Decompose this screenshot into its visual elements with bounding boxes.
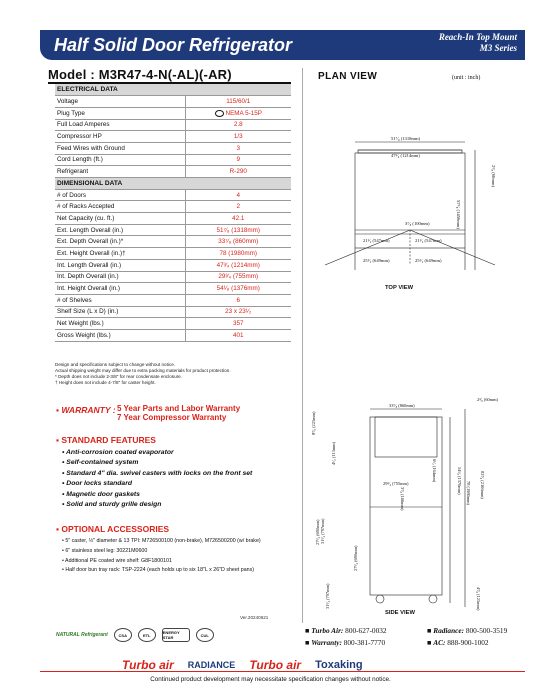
natural-refrigerant-logo: NATURAL Refrigerant bbox=[56, 631, 108, 638]
caster bbox=[376, 595, 384, 603]
spec-label: Gross Weight (lbs.) bbox=[55, 329, 185, 341]
spec-value bbox=[185, 119, 291, 131]
dim-label: 8⁷⁄₈ (225mm) bbox=[311, 411, 316, 435]
dim-label: 3⁷⁄₈ (100mm) bbox=[400, 487, 405, 511]
contact-phone: 800-381-7770 bbox=[343, 638, 386, 647]
spec-table bbox=[55, 84, 291, 342]
list-item: • 6" stainless steel leg: 30221M0600 bbox=[62, 547, 148, 554]
feature-text: Anti-corrosion coated evaporator bbox=[66, 449, 174, 456]
table-row bbox=[55, 154, 291, 166]
section-title: DIMENSIONAL DATA bbox=[55, 178, 291, 190]
version-label: Ver.20240621 bbox=[240, 615, 269, 620]
subtitle-line2: M3 Series bbox=[479, 43, 517, 53]
feature-text: Standard 4" dia. swivel casters with locks on the front set bbox=[66, 469, 253, 477]
list-item: • Solid and sturdy grille design bbox=[62, 501, 162, 509]
dim-label: 21¹⁄₂ (547mm) bbox=[415, 238, 442, 243]
spec-value-text: 4 bbox=[236, 191, 240, 199]
spec-value-text: 9 bbox=[236, 156, 240, 164]
product-title: Half Solid Door Refrigerator bbox=[54, 35, 293, 55]
dim-label: 25¹⁄₂ (649mm) bbox=[363, 258, 390, 263]
feature-text: Self-contained system bbox=[66, 459, 139, 467]
spec-label: Feed Wires with Ground bbox=[55, 142, 185, 154]
table-row bbox=[55, 107, 291, 119]
spec-label: Cord Length (ft.) bbox=[55, 154, 185, 166]
dim-label: 51⁷⁄₈ (1318mm) bbox=[391, 136, 421, 141]
list-item: • Magnetic door gaskets bbox=[62, 490, 140, 498]
spec-value bbox=[185, 96, 291, 108]
standard-features-heading-text: STANDARD FEATURES bbox=[61, 435, 156, 445]
contact-turbo-air: ■ Turbo Air: 800-627-0032 bbox=[305, 626, 387, 635]
list-item: • Door locks standard bbox=[62, 480, 132, 488]
spec-label: Refrigerant bbox=[55, 166, 185, 178]
spec-value bbox=[185, 248, 291, 260]
list-item: • Anti-corrosion coated evaporator bbox=[62, 449, 174, 456]
list-item: • Self-contained system bbox=[62, 459, 139, 467]
certification-logos bbox=[56, 628, 214, 642]
contact-name: Warranty: bbox=[311, 638, 342, 647]
dim-label: 31¹⁄₄ (797mm) bbox=[320, 518, 325, 544]
section-title: ELECTRICAL DATA bbox=[55, 84, 291, 96]
dim-label: 31¹⁄₄ (797mm) bbox=[325, 583, 330, 609]
list-item: • Standard 4" dia. swivel casters with locks on the front set bbox=[62, 469, 253, 477]
dim-label: 2³⁄₈ (60mm) bbox=[477, 397, 499, 402]
contact-name: Turbo Air: bbox=[311, 626, 344, 635]
warranty-values bbox=[117, 404, 240, 422]
table-row bbox=[55, 213, 291, 225]
contact-name: Radiance: bbox=[433, 626, 465, 635]
contact-radiance: ■ Radiance: 800-500-3519 bbox=[427, 626, 508, 635]
top-view-drawing bbox=[305, 80, 535, 280]
top-view-caption: TOP VIEW bbox=[385, 285, 414, 291]
table-row bbox=[55, 119, 291, 131]
spec-value-text: 33⁷⁄₈ (860mm) bbox=[218, 238, 259, 246]
spec-value-text: 6 bbox=[236, 296, 240, 304]
dim-label: 2³⁄₈ (60mm) bbox=[491, 165, 496, 187]
spec-value bbox=[185, 154, 291, 166]
contact-warranty: ■ Warranty: 800-381-7770 bbox=[305, 638, 386, 647]
column-divider bbox=[302, 68, 303, 623]
dim-label: 4⁷⁄₈ (125mm) bbox=[476, 587, 481, 611]
note: * Depth does not include 2-3/8" for rear condensate enclosure. bbox=[55, 374, 183, 379]
standard-features-list bbox=[62, 448, 252, 510]
compressor-top bbox=[375, 417, 437, 457]
optional-accessories-heading-text: OPTIONAL ACCESSORIES bbox=[61, 524, 170, 534]
table-row bbox=[55, 283, 291, 295]
table-row bbox=[55, 294, 291, 306]
dim-label: 21¹⁄₂ (547mm) bbox=[363, 238, 390, 243]
spec-section-header bbox=[55, 84, 291, 96]
table-row bbox=[55, 201, 291, 213]
warranty-label-text: WARRANTY : bbox=[61, 405, 116, 415]
dim-label: 33⁷⁄₈ (860mm) bbox=[389, 403, 415, 408]
cert-logo: CUL bbox=[196, 628, 214, 642]
spec-label: Net Weight (lbs.) bbox=[55, 318, 185, 330]
spec-value bbox=[185, 201, 291, 213]
table-row bbox=[55, 224, 291, 236]
optional-accessories-heading: ▪ OPTIONAL ACCESSORIES bbox=[56, 524, 170, 534]
side-view-caption: SIDE VIEW bbox=[385, 610, 415, 616]
dim-label: 78 (1980mm) bbox=[466, 481, 471, 506]
table-row bbox=[55, 189, 291, 201]
spec-value-text: 401 bbox=[232, 331, 244, 339]
table-row bbox=[55, 131, 291, 143]
table-row bbox=[55, 236, 291, 248]
spec-label: Int. Depth Overall (in.) bbox=[55, 271, 185, 283]
dim-label: 57³⁄₈ (1456mm) bbox=[456, 200, 461, 229]
spec-value bbox=[185, 259, 291, 271]
feature-text: Door locks standard bbox=[66, 480, 132, 488]
table-row bbox=[55, 166, 291, 178]
spec-value-text: 3 bbox=[236, 144, 240, 152]
dim-label: 6¹⁄₂ (164mm) bbox=[432, 459, 437, 483]
table-row bbox=[55, 248, 291, 260]
table-row bbox=[55, 259, 291, 271]
dim-label: 29³⁄₄ (755mm) bbox=[383, 481, 409, 486]
dim-label: 4¹⁄₂ (113mm) bbox=[331, 441, 336, 465]
table-row bbox=[55, 306, 291, 318]
contact-phone: 800-500-3519 bbox=[465, 626, 508, 635]
unit-label: (unit : inch) bbox=[452, 75, 481, 81]
subtitle-line1: Reach-In Top Mount bbox=[438, 32, 517, 42]
model-number: Model : M3R47-4-N(-AL)(-AR) bbox=[48, 67, 232, 82]
spec-value-text: 1/3 bbox=[233, 133, 243, 141]
table-row bbox=[55, 142, 291, 154]
spec-value bbox=[185, 329, 291, 341]
standard-features-heading: ▪ STANDARD FEATURES bbox=[56, 435, 156, 445]
feature-text: Magnetic door gaskets bbox=[66, 490, 140, 498]
spec-label: # of Shelves bbox=[55, 294, 185, 306]
spec-label: Ext. Depth Overall (in.)* bbox=[55, 236, 185, 248]
spec-label: Ext. Length Overall (in.) bbox=[55, 224, 185, 236]
spec-label: Net Capacity (cu. ft.) bbox=[55, 213, 185, 225]
list-item: • Additional PE coated wire shelf: G8F1800101 bbox=[62, 557, 172, 564]
spec-value bbox=[185, 131, 291, 143]
spec-label: Full Load Amperes bbox=[55, 119, 185, 131]
spec-label: Ext. Height Overall (in.)† bbox=[55, 248, 185, 260]
brand-logo: Turbo air bbox=[122, 658, 174, 672]
cert-logo: CSA bbox=[114, 628, 132, 642]
contact-phone: 888-900-1002 bbox=[447, 638, 489, 647]
contact-ac: ■ AC: 888-900-1002 bbox=[427, 638, 489, 647]
spec-value bbox=[185, 213, 291, 225]
table-row bbox=[55, 318, 291, 330]
spec-value bbox=[185, 318, 291, 330]
spec-label: Int. Length Overall (in.) bbox=[55, 259, 185, 271]
side-view-drawing bbox=[305, 395, 535, 635]
note: Design and specifications subject to change without notice. bbox=[55, 362, 176, 367]
warranty-label: ▪ WARRANTY : bbox=[56, 405, 116, 415]
title-banner bbox=[40, 30, 525, 60]
dim-label: 54¹⁄₈ (1376mm) bbox=[457, 467, 462, 495]
plug-icon bbox=[215, 110, 224, 117]
spec-value bbox=[185, 224, 291, 236]
spec-value bbox=[185, 306, 291, 318]
warranty-line: 5 Year Parts and Labor Warranty bbox=[117, 404, 241, 413]
list-item: • Half door bun tray rack: TSP-2224 (each holds up to six 18"L x 26"D sheet pans) bbox=[62, 567, 254, 574]
table-row bbox=[55, 329, 291, 341]
spec-notes bbox=[55, 362, 231, 386]
dim-label: 3⁷⁄₈ (100mm) bbox=[405, 221, 430, 226]
brand-logos bbox=[122, 658, 363, 672]
dim-label: 25¹⁄₂ (649mm) bbox=[415, 258, 442, 263]
footer-disclaimer: Continued product development may necessitate specification changes without notice. bbox=[150, 676, 391, 683]
spec-value-text: 23 x 23¹⁄₂ bbox=[225, 308, 252, 316]
spec-label: Shelf Size (L x D) (in.) bbox=[55, 306, 185, 318]
spec-value bbox=[185, 107, 291, 119]
table-row bbox=[55, 96, 291, 108]
contact-info bbox=[305, 625, 530, 649]
spec-value-text: 78 (1980mm) bbox=[219, 249, 257, 257]
spec-value bbox=[185, 166, 291, 178]
brand-logo: RADIANCE bbox=[187, 660, 236, 670]
brand-logo: Toxaking bbox=[315, 659, 363, 671]
dim-label: 82⁷⁄₈ (2106mm) bbox=[480, 471, 485, 499]
series-subtitle bbox=[439, 32, 517, 54]
spec-value-text: 51⁷⁄₈ (1318mm) bbox=[216, 226, 260, 234]
feature-text: Solid and sturdy grille design bbox=[66, 501, 162, 509]
spec-value bbox=[185, 294, 291, 306]
dim-label: 27¹⁄₄ (690mm) bbox=[353, 545, 358, 571]
table-row bbox=[55, 271, 291, 283]
cabinet-side bbox=[370, 417, 442, 595]
spec-value bbox=[185, 142, 291, 154]
spec-value-text: 115/60/1 bbox=[226, 98, 251, 106]
accessory-text: Additional PE coated wire shelf: G8F1800101 bbox=[65, 557, 172, 564]
note: Actual shipping weight may differ due to extra packing materials for product protection. bbox=[55, 368, 231, 373]
note: † Height does not include 4-7/8" for caster height. bbox=[55, 380, 156, 385]
spec-label: Compressor HP bbox=[55, 131, 185, 143]
spec-value-text: NEMA 5-15P bbox=[225, 109, 262, 117]
plan-view-heading: PLAN VIEW bbox=[318, 71, 378, 82]
spec-value bbox=[185, 283, 291, 295]
accessory-text: 6" stainless steel leg: 30221M0600 bbox=[65, 547, 148, 554]
accessory-text: 5" caster, ½" diameter & 13 TPI: M726500100 (non-brake), M726500200 (w/ brake) bbox=[65, 538, 261, 544]
spec-value-text: R-290 bbox=[229, 168, 247, 176]
accessories-list bbox=[62, 538, 261, 577]
accessory-text: Half door bun tray rack: TSP-2224 (each holds up to six 18"L x 26"D sheet pans) bbox=[65, 567, 254, 574]
caster bbox=[429, 595, 437, 603]
spec-value-text: 42.1 bbox=[232, 214, 245, 222]
footer-divider bbox=[40, 671, 525, 672]
spec-value-text: 29³⁄₄ (755mm) bbox=[218, 273, 259, 281]
spec-value-text: 54¹⁄₈ (1376mm) bbox=[216, 285, 260, 293]
contact-name: AC: bbox=[433, 638, 446, 647]
contact-phone: 800-627-0032 bbox=[345, 626, 387, 635]
spec-value bbox=[185, 189, 291, 201]
dim-label: 27¹⁄₄ (690mm) bbox=[315, 519, 320, 545]
spec-label: # of Racks Accepted bbox=[55, 201, 185, 213]
spec-value bbox=[185, 271, 291, 283]
spec-label: # of Doors bbox=[55, 189, 185, 201]
spec-section-header bbox=[55, 178, 291, 190]
cert-logo: ETL bbox=[138, 628, 156, 642]
brand-logo: Turbo air bbox=[249, 658, 302, 672]
spec-value-text: 357 bbox=[232, 320, 244, 328]
cert-logo: ENERGY STAR bbox=[162, 628, 190, 642]
spec-label: Voltage bbox=[55, 96, 185, 108]
spec-value bbox=[185, 236, 291, 248]
spec-value-text: 47³⁄₄ (1214mm) bbox=[216, 261, 260, 269]
dim-label: 47³⁄₄ (1214mm) bbox=[391, 153, 420, 158]
spec-value-text: 2.8 bbox=[233, 121, 243, 129]
spec-value-text: 2 bbox=[236, 203, 240, 211]
warranty-line: 7 Year Compressor Warranty bbox=[117, 413, 227, 422]
spec-label: Int. Height Overall (in.) bbox=[55, 283, 185, 295]
list-item: • 5" caster, ½" diameter & 13 TPI: M726500100 (non-brake), M726500200 (w/ brake) bbox=[62, 538, 261, 544]
spec-label: Plug Type bbox=[55, 107, 185, 119]
